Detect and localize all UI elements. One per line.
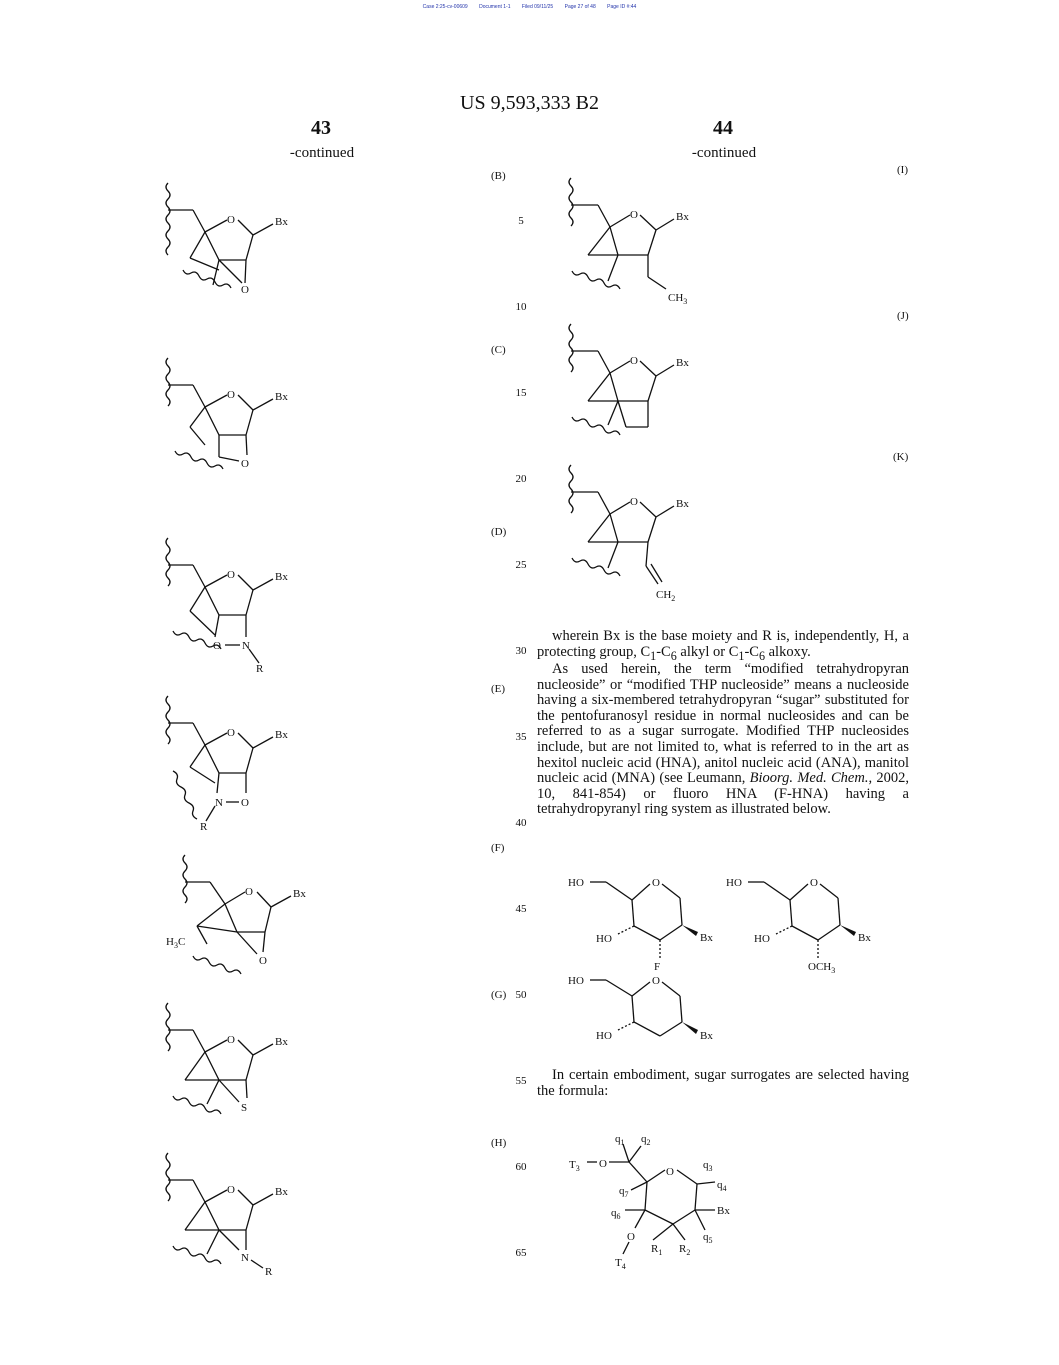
atom-ho: HO [596, 1030, 612, 1042]
atom-bx: Bx [275, 729, 288, 741]
atom-o: O [259, 955, 267, 967]
atom-bx: Bx [275, 391, 288, 403]
atom-f: F [654, 961, 661, 973]
label-g: (G) [491, 989, 507, 1001]
atom-q7: $q_7$ [619, 1185, 629, 1199]
atom-ch2: $CH_2$ [656, 589, 676, 603]
structure-g [155, 1000, 295, 1120]
atom-ho: HO [726, 877, 742, 889]
atom-bx: Bx [858, 932, 871, 944]
atom-o: O [213, 640, 221, 652]
atom-o: O [227, 569, 235, 581]
atom-o: O [630, 355, 638, 367]
paragraph-base-moiety: wherein Bx is the base moiety and R is, independently, H, a protecting group, $C_1-C_6$ alkyl or $C_1-C_6$ alkoxy. [537, 628, 909, 663]
atom-o: O [227, 1184, 235, 1196]
atom-ho: HO [596, 933, 612, 945]
label-b: (B) [491, 170, 506, 182]
line-number: 15 [515, 387, 527, 399]
line-number: 55 [515, 1075, 527, 1087]
thp-structures [560, 870, 890, 1050]
label-h: (H) [491, 1137, 507, 1149]
line-number: 40 [515, 817, 527, 829]
general-formula-structure [565, 1132, 765, 1272]
atom-n: N [215, 797, 223, 809]
atom-ho: HO [568, 877, 584, 889]
atom-o: O [227, 389, 235, 401]
right-page-number: 44 [713, 117, 733, 139]
structure-b [155, 180, 295, 300]
atom-t3: $T_3$ [569, 1159, 580, 1173]
atom-bx: Bx [275, 1036, 288, 1048]
atom-bx: Bx [700, 1030, 713, 1042]
filed-date: Filed 09/11/25 [521, 4, 554, 10]
atom-t4: $T_4$ [615, 1257, 626, 1271]
paragraph-thp-nucleoside: As used herein, the term “modified tetrahydropyran nucleoside” or “modified THP nucleoside” means a nucleoside having a six-membered tetrahydropyran “sugar” substituted for the pentofuranosyl residue in normal nucleosides and can be referred to as a sugar surrogate. Modified THP nucleosides include, but are not limited to, what is referred to in the art as hexitol nucleic acid (HNA), anitol nucleic acid (ANA), manitol nucleic acid (MNA) (see Leumann, Bioorg. Med. Chem., 2002, 10, 841-854) or fluoro HNA (F-HNA) having a tetrahydropyranyl ring system as illustrated below. [537, 661, 910, 818]
atom-n: N [241, 1252, 249, 1264]
line-number: 20 [515, 473, 527, 485]
atom-o: O [810, 877, 818, 889]
atom-ho: HO [754, 933, 770, 945]
label-k: (K) [893, 451, 909, 463]
atom-r: R [256, 663, 264, 675]
line-number: 45 [515, 903, 527, 915]
patent-number: US 9,593,333 B2 [460, 92, 599, 114]
atom-bx: Bx [700, 932, 713, 944]
atom-r2: $R_2$ [679, 1243, 691, 1257]
line-number: 35 [515, 731, 527, 743]
atom-o: O [241, 797, 249, 809]
atom-o: O [666, 1166, 674, 1178]
page-of: Page 27 of 48 [564, 4, 596, 10]
atom-bx: Bx [275, 216, 288, 228]
atom-bx: Bx [275, 1186, 288, 1198]
label-e: (E) [491, 683, 506, 695]
court-filing-header [0, 4, 1059, 10]
line-number: 30 [515, 645, 527, 657]
structure-e [155, 693, 295, 838]
atom-q3: $q_3$ [703, 1159, 713, 1173]
left-page-number: 43 [311, 117, 331, 139]
line-number: 60 [515, 1161, 527, 1173]
line-number: 50 [515, 989, 527, 1001]
atom-h3c: $H_3C$ [166, 936, 186, 950]
atom-q5: $q_5$ [703, 1231, 713, 1245]
structure-i [558, 175, 698, 305]
atom-o: O [599, 1158, 607, 1170]
structure-d [155, 535, 295, 680]
atom-o: O [652, 975, 660, 987]
atom-r1: $R_1$ [651, 1243, 663, 1257]
atom-r: R [200, 821, 208, 833]
atom-q4: $q_4$ [717, 1179, 727, 1193]
atom-q1: $q_1$ [615, 1133, 625, 1147]
label-f: (F) [491, 842, 505, 854]
structure-k [558, 462, 698, 607]
atom-bx: Bx [717, 1205, 730, 1217]
atom-o: O [245, 886, 253, 898]
structure-j [558, 321, 698, 446]
line-number: 5 [518, 215, 524, 227]
atom-o: O [630, 496, 638, 508]
page-id: Page ID #:44 [607, 4, 637, 10]
line-number: 10 [515, 301, 527, 313]
label-j: (J) [897, 310, 909, 322]
atom-ho: HO [568, 975, 584, 987]
line-number: 65 [515, 1247, 527, 1259]
atom-s: S [241, 1102, 248, 1114]
atom-o: O [227, 214, 235, 226]
atom-o: O [630, 209, 638, 221]
atom-bx: Bx [676, 357, 689, 369]
atom-bx: Bx [676, 211, 689, 223]
label-d: (D) [491, 526, 507, 538]
label-i: (I) [897, 164, 908, 176]
atom-bx: Bx [676, 498, 689, 510]
structure-h [155, 1150, 295, 1280]
atom-ch3: $CH_3$ [668, 292, 688, 306]
atom-n: N [242, 640, 250, 652]
atom-o: O [227, 1034, 235, 1046]
atom-q2: $q_2$ [641, 1133, 651, 1147]
atom-o: O [241, 458, 249, 470]
atom-bx: Bx [293, 888, 306, 900]
atom-q6: $q_6$ [611, 1207, 621, 1221]
atom-r: R [265, 1266, 273, 1278]
atom-o: O [652, 877, 660, 889]
label-c: (C) [491, 344, 506, 356]
document-number: Document 1-1 [479, 4, 511, 10]
left-continued: -continued [289, 145, 355, 161]
atom-bx: Bx [275, 571, 288, 583]
line-number: 25 [515, 559, 527, 571]
structure-c [155, 355, 295, 480]
atom-o: O [227, 727, 235, 739]
paragraph-sugar-surrogates: In certain embodiment, sugar surrogates are selected having the formula: [537, 1067, 909, 1099]
right-continued: -continued [691, 145, 757, 161]
atom-och3: $OCH_3$ [808, 961, 836, 975]
structure-f [165, 852, 315, 977]
atom-o: O [627, 1231, 635, 1243]
atom-o: O [241, 284, 249, 296]
case-number: Case 2:25-cv-00609 [422, 4, 468, 10]
